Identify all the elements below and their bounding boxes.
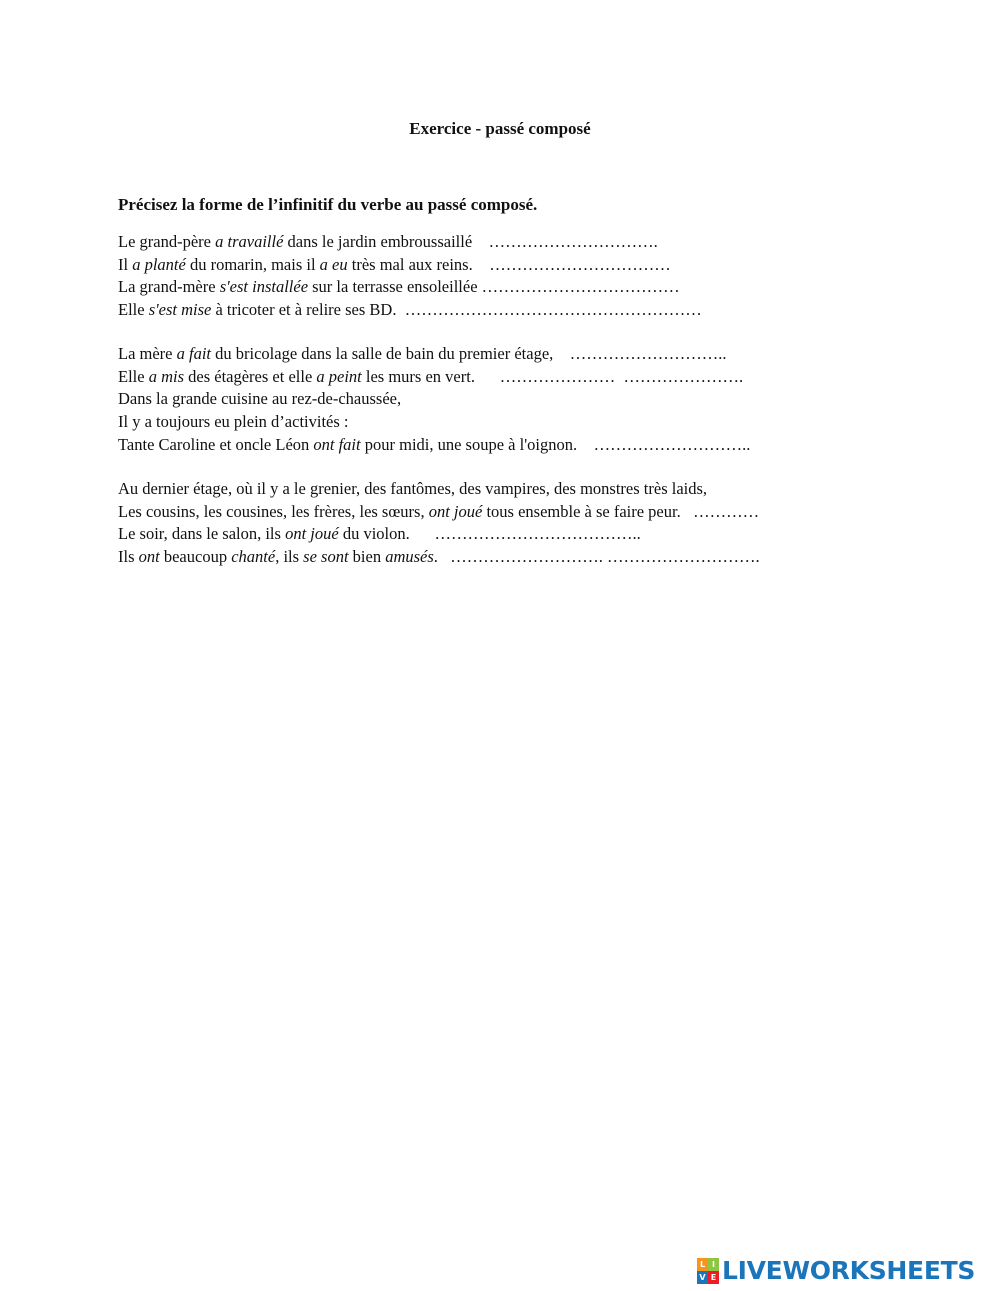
- sentence-text: Les cousins, les cousines, les frères, les sœurs,: [118, 501, 429, 521]
- sentence-text: La grand-mère: [118, 277, 220, 297]
- sentence-line: [118, 501, 918, 524]
- sentence-text: sur la terrasse ensoleillée ………………………………: [308, 277, 680, 297]
- verb-passe-compose: chanté: [231, 547, 276, 567]
- sentence-text: dans le jardin embroussaillé ………………………….: [283, 232, 658, 251]
- sentence-text: tous ensemble à se faire peur. …………: [482, 501, 760, 521]
- sentence-line: [118, 434, 918, 457]
- page-title: Exercice - passé composé: [409, 119, 591, 138]
- sentence-line: [118, 299, 918, 322]
- sentence-text: Au dernier étage, où il y a le grenier, des fantômes, des vampires, des monstres très laids,: [118, 479, 708, 498]
- sentence-text: . ………………………. ……………………….: [433, 547, 760, 567]
- logo-icon-letter: L: [697, 1258, 708, 1271]
- verb-passe-compose: a eu: [319, 254, 348, 274]
- sentence-text: beaucoup: [159, 547, 232, 567]
- verb-passe-compose: ont fait: [313, 434, 361, 454]
- sentence-line: [118, 523, 918, 546]
- sentence-text: du violon. ………………………………..: [338, 524, 641, 544]
- liveworksheets-logo: [697, 1256, 975, 1286]
- sentence-text: des étagères et elle: [184, 366, 317, 386]
- sentence-text: Il: [118, 254, 133, 274]
- verb-passe-compose: a peint: [316, 366, 362, 386]
- paragraph-2: [118, 343, 918, 456]
- sentence-line: [118, 343, 918, 366]
- sentence-text: à tricoter et à relire ses BD. ………………………………………………: [211, 300, 702, 320]
- sentence-text: Il y a toujours eu plein d’activités :: [118, 412, 349, 432]
- verb-passe-compose: s'est installée: [219, 277, 309, 297]
- verb-passe-compose: se sont: [303, 547, 349, 567]
- sentence-text: du romarin, mais il: [185, 254, 320, 274]
- logo-icon-letter: V: [697, 1271, 708, 1284]
- verb-passe-compose: amusés: [385, 547, 434, 567]
- sentence-text: , ils: [275, 547, 304, 567]
- sentence-text: Le soir, dans le salon, ils: [118, 524, 286, 544]
- sentence-text: Elle: [118, 300, 149, 320]
- logo-icon-letter: E: [708, 1271, 719, 1284]
- sentence-line: [118, 478, 918, 501]
- logo-icon-letter: I: [708, 1258, 719, 1271]
- sentence-line: [118, 366, 918, 389]
- sentence-text: pour midi, une soupe à l'oignon. ………………………..: [360, 434, 751, 454]
- sentence-line: [118, 254, 918, 277]
- liveworksheets-logo-icon: [697, 1258, 719, 1284]
- sentence-text: Le grand-père: [118, 232, 216, 251]
- sentence-line: [118, 388, 918, 411]
- verb-passe-compose: a travaillé: [215, 232, 284, 251]
- paragraph-1: [118, 231, 918, 322]
- verb-passe-compose: ont joué: [285, 524, 339, 544]
- sentence-text: La mère: [118, 344, 177, 363]
- sentence-text: Elle: [118, 366, 149, 386]
- sentence-line: [118, 231, 918, 254]
- verb-passe-compose: ont: [138, 547, 160, 567]
- paragraph-3: [118, 478, 918, 569]
- sentence-text: très mal aux reins. ……………………………: [347, 254, 671, 274]
- sentence-text: Tante Caroline et oncle Léon: [118, 434, 314, 454]
- sentence-text: Ils: [118, 547, 139, 567]
- sentence-text: du bricolage dans la salle de bain du premier étage, ………………………..: [211, 344, 727, 363]
- logo-text: LIVEWORKSHEETS: [722, 1256, 976, 1285]
- verb-passe-compose: a planté: [132, 254, 186, 274]
- sentence-text: Dans la grande cuisine au rez-de-chaussée,: [118, 389, 402, 409]
- sentence-line: [118, 411, 918, 434]
- verb-passe-compose: a fait: [176, 344, 212, 363]
- sentence-text: les murs en vert. ………………… ………………….: [361, 366, 744, 386]
- verb-passe-compose: s'est mise: [148, 300, 212, 320]
- sentence-text: bien: [348, 547, 386, 567]
- instruction-heading: Précisez la forme de l’infinitif du verbe au passé composé.: [118, 195, 538, 214]
- verb-passe-compose: a mis: [148, 366, 184, 386]
- sentence-line: [118, 276, 918, 299]
- sentence-line: [118, 546, 918, 569]
- verb-passe-compose: ont joué: [428, 501, 483, 521]
